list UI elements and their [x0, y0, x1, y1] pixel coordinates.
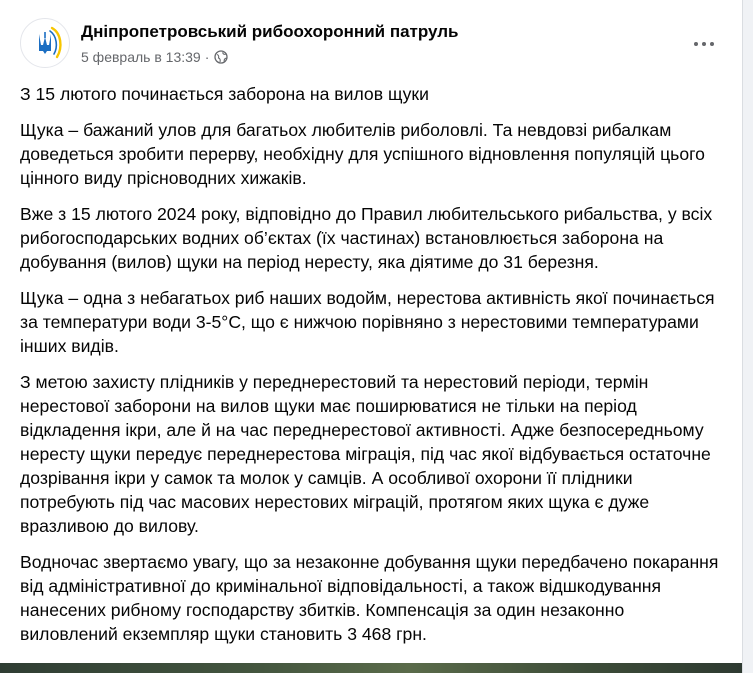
post-paragraph: Щука – бажаний улов для багатьох любителів риболовлі. Та невдовзі рибалкам доведеться зробити перерву, необхідну для успішного відновлення популяцій цього цінного виду прісноводних хижаків. — [20, 120, 705, 188]
post-header — [20, 18, 722, 72]
post-paragraph: Щука – одна з небагатьох риб наших водойм, нерестова активність якої починається за температури води 3-5°С, що є нижчою порівняно з нерестовими температурами інших видів. — [20, 288, 715, 356]
ukraine-trident-emblem-icon — [21, 19, 69, 67]
meta-separator: · — [204, 49, 210, 65]
post-paragraph: Водночас звертаємо увагу, що за незаконне добування щуки передбачено покарання від адміністративної до кримінальної відповідальності, а також відшкодування нанесених рибному господарству збитків. Компенсація за один незаконно виловлений екземпляр щуки становить 3 468 грн. — [20, 552, 719, 644]
post-meta — [81, 49, 228, 65]
post-attached-image[interactable] — [0, 663, 743, 673]
post-paragraph-title: З 15 лютого починається заборона на вилов щуки — [20, 84, 429, 104]
feed-background — [743, 0, 753, 673]
post-timestamp-link[interactable]: 5 февраль в 13:39 — [81, 49, 201, 65]
post-paragraph: Вже з 15 лютого 2024 року, відповідно до Правил любительського рибальства, у всіх рибогосподарських водних об’єктах (їх частинах) встановлюється заборона на добування (вилов) щуки на період нерестy, яка діятиме до 31 березня. — [20, 204, 713, 272]
page-name-link[interactable]: Дніпропетровський рибоохоронний патруль — [81, 22, 459, 41]
more-horizontal-icon — [692, 42, 716, 46]
page-avatar[interactable] — [20, 18, 70, 68]
post-message — [20, 82, 725, 658]
more-options-button[interactable] — [686, 26, 722, 62]
post-paragraph: З метою захисту плідників у переднерестовий та нерестовий періоди, термін нерестової заборони на вилов щуки має поширюватися не тільки на період відкладення ікри, але й на час переднерестової активності. Адже безпосередньому нересту щуки передує переднерестова міграція, під час якої відбувається остаточне дозрівання ікри у самок та молок у самців. А особливої охорони її плідники потребують під час масових нерестових міграцій, протягом яких щука є дуже вразливою до вилову. — [20, 372, 711, 536]
globe-icon[interactable] — [214, 50, 228, 64]
